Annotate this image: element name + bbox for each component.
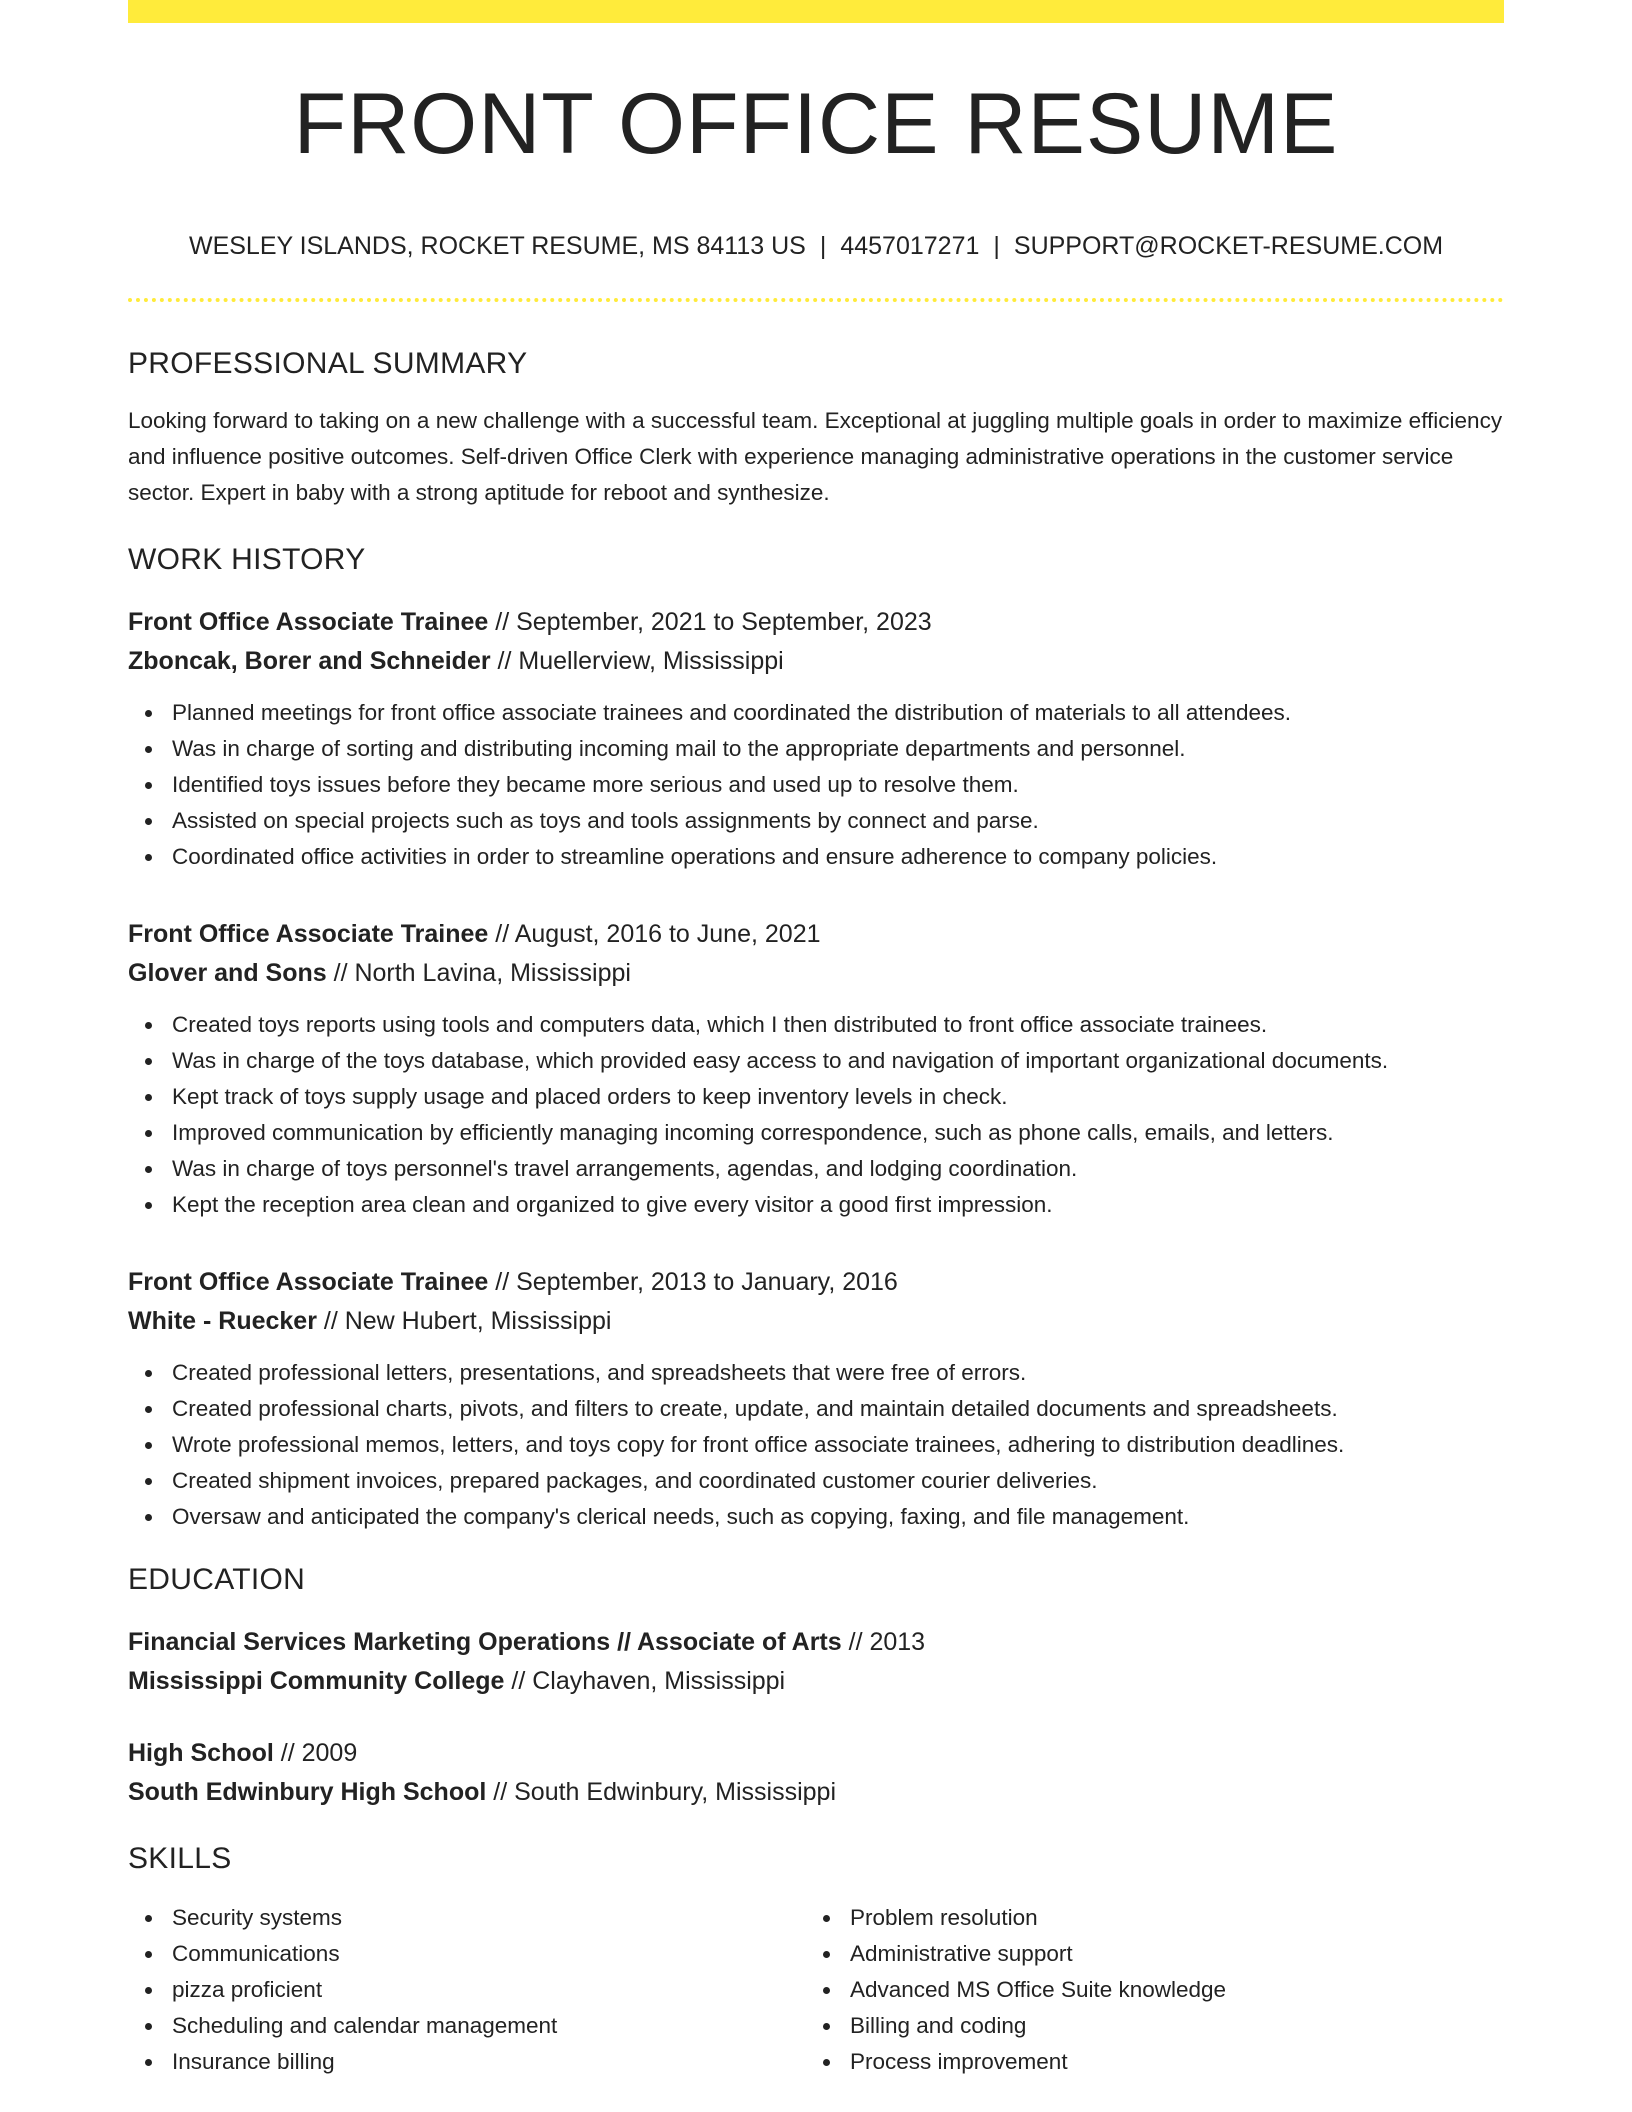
summary-heading: PROFESSIONAL SUMMARY [128,347,528,380]
job-title: Front Office Associate Trainee [128,920,489,948]
education-degree: High School [128,1739,274,1767]
education-degree: Financial Services Marketing Operations // Associate of Arts [128,1628,842,1656]
job-bullet: Created shipment invoices, prepared packages, and coordinated customer courier deliveries. [172,1463,1504,1499]
skill-item: Billing and coding [850,2008,1484,2044]
job-company: Zboncak, Borer and Schneider [128,647,491,675]
job-bullet: Was in charge of toys personnel's travel arrangements, agendas, and lodging coordination. [172,1151,1504,1187]
job-title-row [128,915,1504,954]
job-company-row [128,954,1504,993]
skills-list [128,1900,806,2080]
accent-top-bar [128,0,1504,23]
education-degree-row [128,1623,1504,1662]
skills-column-left [128,1900,806,2080]
education-degree-row [128,1734,1504,1773]
job-bullets [128,1007,1504,1223]
job-bullet: Was in charge of sorting and distributing incoming mail to the appropriate departments and personnel. [172,731,1504,767]
education-location: // Clayhaven, Mississippi [504,1667,786,1695]
job-entry [128,603,1504,875]
skill-item: Scheduling and calendar management [172,2008,806,2044]
skill-item: Advanced MS Office Suite knowledge [850,1972,1484,2008]
skill-item: Problem resolution [850,1900,1484,1936]
job-title: Front Office Associate Trainee [128,608,489,636]
skills-list [806,1900,1484,2080]
job-location: // North Lavina, Mississippi [326,959,631,987]
contact-address: WESLEY ISLANDS, ROCKET RESUME, MS 84113 US [188,232,806,260]
job-location: // Muellerview, Mississippi [490,647,784,675]
contact-line [128,231,1504,261]
skill-item: Process improvement [850,2044,1484,2080]
skills-column-right [806,1900,1484,2080]
job-title: Front Office Associate Trainee [128,1268,489,1296]
job-title-row [128,1263,1504,1302]
job-bullet: Kept the reception area clean and organized to give every visitor a good first impression. [172,1187,1504,1223]
education-year: // 2009 [273,1739,358,1767]
resume-title: FRONT OFFICE RESUME [293,76,1339,172]
job-company: White - Ruecker [128,1307,317,1335]
job-bullet: Identified toys issues before they became more serious and used up to resolve them. [172,767,1504,803]
skill-item: pizza proficient [172,1972,806,2008]
job-bullet: Improved communication by efficiently managing incoming correspondence, such as phone calls, emails, and letters. [172,1115,1504,1151]
education-school: Mississippi Community College [128,1667,505,1695]
job-bullets [128,695,1504,875]
job-bullet: Coordinated office activities in order to streamline operations and ensure adherence to company policies. [172,839,1504,875]
skill-item: Communications [172,1936,806,1972]
contact-phone: 4457017271 [840,232,980,260]
job-dates: // September, 2013 to January, 2016 [488,1268,898,1296]
education-entry [128,1734,1504,1812]
contact-email: SUPPORT@ROCKET-RESUME.COM [1013,232,1444,260]
contact-separator: | [819,232,827,260]
job-dates: // August, 2016 to June, 2021 [488,920,821,948]
job-company-row [128,1302,1504,1341]
skill-item: Administrative support [850,1936,1484,1972]
job-company-row [128,642,1504,681]
job-bullet: Assisted on special projects such as toys and tools assignments by connect and parse. [172,803,1504,839]
education-entry [128,1623,1504,1701]
work-history-heading: WORK HISTORY [128,543,366,576]
job-dates: // September, 2021 to September, 2023 [488,608,932,636]
skills-heading: SKILLS [128,1842,232,1875]
education-school: South Edwinbury High School [128,1778,487,1806]
job-bullet: Planned meetings for front office associate trainees and coordinated the distribution of materials to all attendees. [172,695,1504,731]
job-entry [128,915,1504,1223]
job-bullet: Oversaw and anticipated the company's clerical needs, such as copying, faxing, and file management. [172,1499,1504,1535]
education-heading: EDUCATION [128,1563,306,1596]
skills-columns [128,1900,1504,2080]
job-bullet: Created professional letters, presentations, and spreadsheets that were free of errors. [172,1355,1504,1391]
job-company: Glover and Sons [128,959,327,987]
job-bullet: Wrote professional memos, letters, and toys copy for front office associate trainees, adhering to distribution deadlines. [172,1427,1504,1463]
resume-page [128,0,1504,2080]
job-bullet: Created toys reports using tools and computers data, which I then distributed to front office associate trainees. [172,1007,1504,1043]
education-school-row [128,1773,1504,1812]
job-bullet: Was in charge of the toys database, which provided easy access to and navigation of important organizational documents. [172,1043,1504,1079]
contact-separator: | [993,232,1000,260]
education-school-row [128,1662,1504,1701]
job-bullets [128,1355,1504,1535]
dotted-divider [128,298,1504,302]
skill-item: Security systems [172,1900,806,1936]
job-bullet: Created professional charts, pivots, and filters to create, update, and maintain detailed documents and spreadsheets. [172,1391,1504,1427]
job-entry [128,1263,1504,1535]
education-location: // South Edwinbury, Mississippi [486,1778,836,1806]
job-bullet: Kept track of toys supply usage and placed orders to keep inventory levels in check. [172,1079,1504,1115]
job-title-row [128,603,1504,642]
job-location: // New Hubert, Mississippi [316,1307,612,1335]
summary-text: Looking forward to taking on a new challenge with a successful team. Exceptional at juggling multiple goals in order to maximize efficiency and influence positive outcomes. Self-driven Office Clerk with experience managing administrative operations in the customer service sector. Expert in baby with a strong aptitude for reboot and synthesize. [128,408,1503,505]
education-year: // 2013 [841,1628,926,1656]
skill-item: Insurance billing [172,2044,806,2080]
